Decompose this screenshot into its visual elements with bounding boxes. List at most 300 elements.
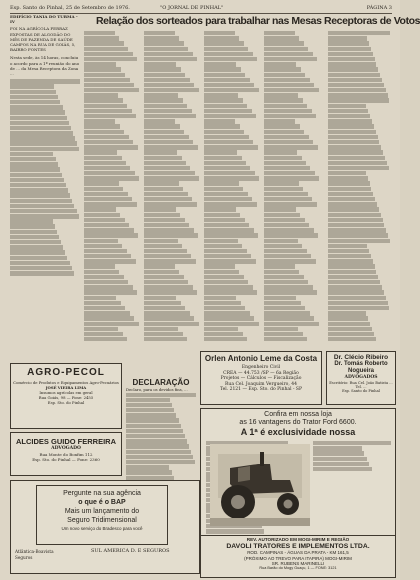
text-line [10, 126, 71, 130]
left-column-title: EDIFÍCIO TANIA DO TURMA - IV [10, 14, 78, 25]
text-line [264, 192, 308, 196]
text-line [144, 73, 185, 77]
text-line [144, 150, 177, 154]
ad-ford-line-3: A 1ª é exclusividade nossa [240, 427, 356, 437]
text-line [264, 119, 295, 123]
text-line [264, 301, 301, 305]
text-line [144, 171, 195, 175]
text-line [84, 130, 124, 134]
text-line [204, 233, 258, 237]
text-line [204, 109, 252, 113]
text-line [328, 192, 373, 196]
ad-ford-line-2: as 16 vantagens do Trator Ford 6600. [239, 419, 357, 426]
right-column-text [328, 31, 390, 349]
text-line [84, 114, 136, 118]
text-line [313, 446, 362, 450]
text-line [144, 187, 183, 191]
text-line [84, 31, 115, 35]
text-line [10, 157, 56, 161]
text-line [144, 83, 194, 87]
text-line [144, 181, 179, 185]
ad-bap-line-3: Mais um lançamento do [64, 508, 140, 515]
text-line [10, 141, 77, 145]
text-line [204, 135, 249, 139]
text-line [328, 104, 366, 108]
text-line [204, 130, 244, 134]
text-line [144, 280, 188, 284]
text-line [328, 213, 381, 217]
text-line [204, 83, 254, 87]
text-line [204, 31, 235, 35]
text-line [264, 228, 314, 232]
text-line [84, 213, 120, 217]
text-line [328, 239, 390, 243]
text-line [264, 171, 315, 175]
text-line [264, 104, 307, 108]
text-line [204, 119, 235, 123]
ad-alcides-line-2: Esp. Sto. do Pinhal — Fone: 2360 [32, 457, 100, 462]
text-line [264, 218, 305, 222]
ad-orlen [200, 351, 322, 405]
text-line [328, 233, 388, 237]
text-line [264, 213, 300, 217]
text-line [264, 140, 313, 144]
text-line [204, 93, 238, 97]
text-line [328, 171, 366, 175]
text-line [144, 322, 199, 326]
text-line [328, 322, 370, 326]
text-line [126, 408, 174, 412]
text-line [328, 114, 370, 118]
text-line [313, 441, 391, 445]
text-line [328, 109, 368, 113]
text-line [328, 36, 367, 40]
text-line [144, 62, 176, 66]
text-line [328, 150, 383, 154]
text-line [144, 264, 175, 268]
text-line [204, 57, 257, 61]
text-line [10, 193, 70, 197]
text-line [84, 83, 134, 87]
text-line [126, 465, 169, 469]
text-line [264, 161, 306, 165]
ad-agro-title: AGRO-PECOL [27, 367, 105, 378]
text-line [126, 413, 176, 417]
text-line [144, 285, 193, 289]
text-line [84, 78, 130, 82]
text-line [204, 104, 247, 108]
text-line [264, 135, 309, 139]
text-line [84, 41, 124, 45]
text-line [328, 296, 386, 300]
ad-agro-line-4: Rua Goiás, 98 — Fone: 2455 [38, 395, 94, 400]
text-line [328, 228, 386, 232]
text-line [144, 332, 183, 336]
text-line [328, 285, 382, 289]
text-line [204, 88, 259, 92]
text-line [84, 176, 139, 180]
text-line [84, 119, 115, 123]
text-line [144, 119, 175, 123]
text-line [204, 47, 248, 51]
text-line [206, 529, 264, 533]
text-line [328, 327, 372, 331]
text-line [328, 264, 375, 268]
text-line [204, 150, 237, 154]
text-line [84, 316, 134, 320]
text-line [313, 462, 369, 466]
text-line [84, 67, 121, 71]
text-line [84, 36, 119, 40]
text-line [328, 47, 371, 51]
text-line [126, 470, 172, 474]
text-line [204, 264, 235, 268]
text-line [144, 249, 187, 253]
text-line [144, 31, 175, 35]
text-line [10, 110, 65, 114]
text-line [204, 327, 238, 331]
text-line [328, 181, 370, 185]
text-line [10, 271, 74, 275]
text-line [84, 104, 127, 108]
ad-bap-frame [36, 485, 168, 545]
ad-alcides [10, 432, 122, 476]
text-line [264, 306, 305, 310]
text-line [144, 296, 176, 300]
text-line [204, 98, 243, 102]
ad-orlen-title: Orlen Antonio Leme da Costa [204, 354, 318, 363]
text-line [10, 121, 69, 125]
text-line [10, 136, 75, 140]
text-line [264, 322, 319, 326]
text-line [328, 202, 377, 206]
text-line [328, 140, 379, 144]
text-line [264, 41, 304, 45]
text-line [84, 223, 129, 227]
text-line [84, 254, 131, 258]
text-line [264, 197, 312, 201]
text-line [264, 239, 298, 243]
ad-ford-rev-3: ROD. CAMPINAS - ÁGUAS DA PRATA - KM 161,5 [247, 550, 349, 556]
text-line [84, 270, 119, 274]
text-line [204, 197, 252, 201]
text-line [328, 31, 390, 35]
text-line [144, 140, 193, 144]
text-line [144, 104, 187, 108]
ad-bap-line-2: o que é o BAP [78, 499, 126, 506]
text-line [204, 239, 238, 243]
text-line [144, 135, 189, 139]
text-line [10, 199, 72, 203]
ad-bap [10, 480, 200, 574]
text-line [264, 264, 295, 268]
text-line [144, 223, 189, 227]
text-line [126, 434, 185, 438]
text-line [84, 57, 137, 61]
text-line [264, 233, 318, 237]
text-line [10, 219, 53, 223]
text-line [144, 145, 198, 149]
text-line [264, 52, 313, 56]
text-line [204, 296, 236, 300]
text-line [144, 244, 182, 248]
text-line [84, 88, 139, 92]
text-line [84, 337, 127, 341]
ad-agro-pecol [10, 363, 122, 429]
text-line [10, 84, 54, 88]
ad-ford-line-1: Confira em nossa loja [264, 411, 332, 418]
text-line [204, 316, 254, 320]
text-line [144, 98, 183, 102]
text-line [10, 230, 57, 234]
text-line [204, 290, 257, 294]
text-line [264, 67, 301, 71]
text-line [313, 457, 367, 461]
ad-ford-vantagens-list-2 [313, 441, 391, 475]
text-line [328, 337, 376, 341]
text-line [144, 259, 196, 263]
ad-agro-line-1: Comércio de Produtos e Equipamentos Agro-Pecuários [13, 380, 119, 385]
text-line [328, 135, 378, 139]
ad-ford-rev-4: (PRÓXIMO AO TREVO PARA ITAPIRA) MOGI-MIRIM [244, 555, 352, 561]
text-line [204, 213, 240, 217]
text-line [144, 114, 196, 118]
text-line [144, 275, 184, 279]
text-line [264, 259, 316, 263]
text-line [328, 207, 379, 211]
text-line [10, 250, 65, 254]
text-line [264, 280, 308, 284]
text-line [126, 403, 172, 407]
ad-alcides-subtitle: ADVOGADO [51, 446, 81, 451]
text-line [264, 207, 296, 211]
text-line [328, 156, 385, 160]
text-line [264, 114, 316, 118]
names-column-2 [144, 31, 200, 349]
text-line [204, 249, 247, 253]
text-line [264, 166, 310, 170]
text-line [328, 124, 374, 128]
text-line [204, 41, 244, 45]
text-line [328, 130, 376, 134]
text-line [10, 178, 64, 182]
text-line [144, 290, 197, 294]
text-line [328, 176, 368, 180]
text-line [264, 187, 303, 191]
text-line [10, 100, 60, 104]
text-line [264, 36, 299, 40]
text-line [264, 47, 308, 51]
text-line [204, 181, 239, 185]
text-line [10, 214, 79, 218]
text-line [204, 275, 244, 279]
text-line [328, 161, 387, 165]
text-line [84, 156, 122, 160]
text-line [328, 73, 380, 77]
text-line [264, 249, 307, 253]
text-line [328, 244, 367, 248]
text-line [264, 290, 317, 294]
sorteados-lists [84, 31, 324, 349]
text-line [204, 62, 236, 66]
text-line [204, 207, 236, 211]
text-line [204, 244, 242, 248]
text-line [204, 337, 247, 341]
text-line [144, 176, 199, 180]
text-line [126, 455, 193, 459]
text-line [126, 398, 170, 402]
text-line [10, 240, 61, 244]
text-line [204, 322, 259, 326]
text-line [10, 224, 55, 228]
text-line [10, 79, 80, 83]
text-line [144, 47, 188, 51]
text-line [204, 73, 245, 77]
text-line [10, 245, 63, 249]
text-line [84, 140, 133, 144]
text-line [84, 332, 123, 336]
text-line [204, 228, 254, 232]
text-line [84, 93, 118, 97]
text-line [328, 78, 382, 82]
text-line [84, 145, 138, 149]
text-line [264, 327, 298, 331]
text-line [204, 285, 253, 289]
text-line [84, 47, 128, 51]
text-line [144, 197, 192, 201]
text-line [84, 244, 122, 248]
text-line [328, 83, 384, 87]
ad-doctors-title-1: Dr. Clécio Ribeiro [333, 354, 389, 361]
text-line [126, 424, 181, 428]
text-line [328, 166, 389, 170]
text-line [328, 290, 384, 294]
text-line [126, 450, 191, 454]
text-line [328, 316, 368, 320]
text-line [204, 254, 251, 258]
text-line [328, 270, 376, 274]
text-line [328, 52, 373, 56]
text-line [204, 78, 250, 82]
text-line [144, 207, 176, 211]
text-line [84, 322, 139, 326]
text-line [204, 176, 259, 180]
page-header [10, 3, 392, 14]
text-line [84, 161, 126, 165]
text-line [264, 156, 302, 160]
text-line [264, 57, 317, 61]
text-line [144, 228, 194, 232]
text-line [10, 188, 68, 192]
text-line [204, 36, 239, 40]
text-line [10, 256, 67, 260]
text-line [84, 187, 123, 191]
ad-orlen-line-4: Rua Cel. Joaquim Vergueiro, 44 [225, 381, 297, 387]
text-line [144, 327, 178, 331]
ad-ford-rev-2: DAVOLI TRATORES E IMPLEMENTOS LTDA. [226, 542, 370, 550]
text-line [328, 41, 369, 45]
text-line [264, 285, 313, 289]
text-line [264, 202, 317, 206]
text-line [328, 301, 388, 305]
text-line [328, 218, 383, 222]
ad-bap-bottom-right: SUL AMERICA D. E SEGUROS [91, 548, 170, 554]
header-page-number: PÁGINA 3 [366, 5, 392, 11]
text-line [328, 119, 372, 123]
text-line [264, 254, 311, 258]
text-line [84, 285, 133, 289]
text-line [144, 306, 185, 310]
text-line [264, 130, 304, 134]
text-line [204, 52, 253, 56]
text-line [313, 467, 372, 471]
text-line [264, 150, 297, 154]
header-paper-name: "O JORNAL DE PINHAL" [160, 5, 224, 11]
text-line [144, 311, 190, 315]
text-line [313, 451, 364, 455]
text-line [144, 124, 180, 128]
text-line [84, 264, 115, 268]
ad-bap-line-4: Seguro Tridimensional [67, 517, 137, 524]
text-line [264, 73, 305, 77]
header-date: Esp. Santo do Pinhal, 25 de Setembro de 1976. [10, 5, 130, 11]
text-line [144, 337, 187, 341]
text-line [264, 275, 304, 279]
text-line [144, 166, 190, 170]
ad-agro-line-3: Insumos agrícolas em geral [39, 390, 93, 395]
text-line [264, 98, 303, 102]
ad-bap-line-1: Pergunte na sua agência [63, 490, 141, 497]
text-line [264, 31, 295, 35]
text-line [204, 156, 242, 160]
text-line [144, 57, 197, 61]
text-line [144, 218, 185, 222]
text-line [10, 204, 74, 208]
text-line [264, 296, 296, 300]
text-line [84, 98, 123, 102]
text-line [144, 156, 182, 160]
text-line [204, 306, 245, 310]
text-line [328, 254, 371, 258]
text-line [84, 280, 128, 284]
text-line [264, 93, 298, 97]
ad-alcides-title: ALCIDES GUIDO FERREIRA [15, 437, 116, 446]
text-line [328, 280, 380, 284]
text-line [144, 52, 193, 56]
text-line [204, 145, 258, 149]
text-line [204, 218, 245, 222]
text-line [126, 460, 195, 464]
text-line [10, 152, 53, 156]
text-line [84, 135, 129, 139]
text-line [264, 244, 302, 248]
text-line [264, 124, 300, 128]
text-line [204, 259, 256, 263]
text-line [126, 444, 189, 448]
text-line [10, 162, 58, 166]
text-line [84, 181, 119, 185]
text-line [84, 228, 134, 232]
text-line [328, 98, 389, 102]
text-line [144, 270, 179, 274]
text-line [328, 197, 375, 201]
text-line [264, 109, 312, 113]
text-line [264, 78, 310, 82]
text-line [144, 109, 192, 113]
text-line [126, 429, 183, 433]
ad-doctors-title-2: Dr. Tomás Roberto Nogueira [334, 361, 388, 374]
ad-ford-rev-5: SR. RUBENS MARINELLI [271, 561, 325, 566]
